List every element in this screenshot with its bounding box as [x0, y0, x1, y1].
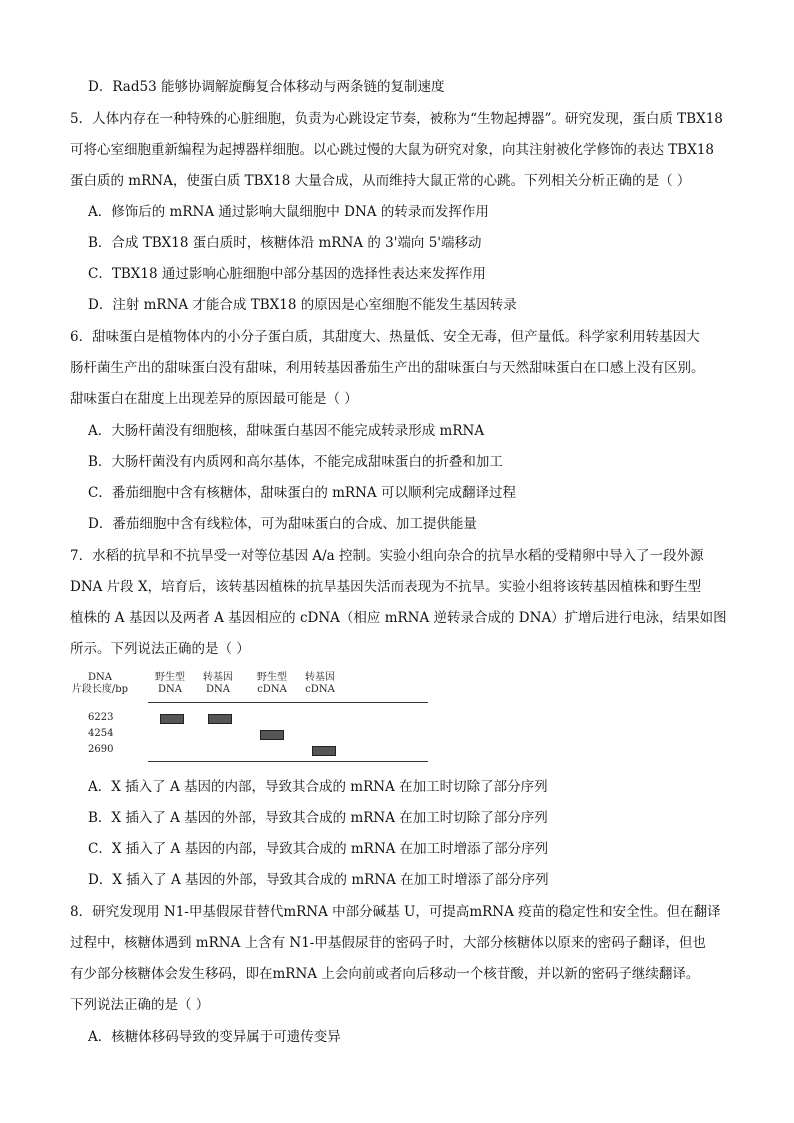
- q7-stem-line-3: 植株的 A 基因以及两者 A 基因相应的 cDNA（相应 mRNA 逆转录合成的 DNA）扩增后进行电泳，结果如图: [70, 610, 727, 626]
- lane-header-wild-cdna: [250, 672, 294, 696]
- q8-stem-line-1: 8．研究发现用 N1-甲基假尿苷替代mRNA 中部分碱基 U，可提高mRNA 疫苗的稳定性和安全性。但在翻译: [70, 904, 721, 920]
- gel-bottom-rule: [148, 761, 428, 762]
- q6-stem-line-3: 甜味蛋白在甜度上出现差异的原因最可能是（ ）: [70, 391, 358, 407]
- q6-option-a: A．大肠杆菌没有细胞核，甜味蛋白基因不能完成转录形成 mRNA: [88, 423, 485, 439]
- q5-option-c: C．TBX18 通过影响心脏细胞中部分基因的选择性表达来发挥作用: [88, 266, 486, 282]
- size-label-4254: 4254: [88, 728, 114, 739]
- lane-header-line-1: 野生型: [155, 672, 185, 683]
- q7-stem-line-4: 所示。下列说法正确的是（ ）: [70, 641, 250, 657]
- q6-stem-line-1: 6．甜味蛋白是植物体内的小分子蛋白质，其甜度大、热量低、安全无毒，但产量低。科学家利用转基因大: [70, 329, 700, 345]
- lane-header-line-2: DNA: [206, 684, 230, 695]
- q7-option-b: B．X 插入了 A 基因的外部，导致其合成的 mRNA 在加工时切除了部分序列: [88, 810, 548, 826]
- gel-axis-label: [70, 672, 130, 696]
- lane-header-line-1: 转基因: [305, 672, 335, 683]
- q8-option-a: A．核糖体移码导致的变异属于可遗传变异: [88, 1029, 341, 1045]
- gel-top-rule: [148, 702, 428, 703]
- q7-option-a: A．X 插入了 A 基因的内部，导致其合成的 mRNA 在加工时切除了部分序列: [88, 779, 548, 795]
- size-label-6223: 6223: [88, 712, 114, 723]
- lane-header-line-2: cDNA: [257, 684, 287, 695]
- q5-stem-line-1: 5．人体内存在一种特殊的心脏细胞，负责为心跳设定节奏，被称为“生物起搏器”。研究发现，蛋白质 TBX18: [70, 111, 723, 127]
- q5-stem-line-2: 可将心室细胞重新编程为起搏器样细胞。以心跳过慢的大鼠为研究对象，向其注射被化学修饰的表达 TBX18: [70, 142, 715, 158]
- q6-stem-line-2: 肠杆菌生产出的甜味蛋白没有甜味，利用转基因番茄生产出的甜味蛋白与天然甜味蛋白在口感上没有区别。: [70, 360, 705, 376]
- band-transgenic-cdna: [312, 746, 336, 756]
- electrophoresis-figure: [70, 668, 370, 768]
- q7-option-c: C．X 插入了 A 基因的内部，导致其合成的 mRNA 在加工时增添了部分序列: [88, 841, 549, 857]
- lane-header-line-2: DNA: [158, 684, 182, 695]
- band-wild-dna: [160, 714, 184, 724]
- q8-stem-line-3: 有少部分核糖体会发生移码，即在mRNA 上会向前或者向后移动一个核苷酸，并以新的密码子继续翻译。: [70, 966, 700, 982]
- lane-header-line-2: cDNA: [305, 684, 335, 695]
- lane-header-line-1: 转基因: [203, 672, 233, 683]
- gel-axis-label-line-1: DNA: [88, 672, 112, 683]
- q7-option-d: D．X 插入了 A 基因的外部，导致其合成的 mRNA 在加工时增添了部分序列: [88, 872, 549, 888]
- band-transgenic-dna: [208, 714, 232, 724]
- q5-option-b: B．合成 TBX18 蛋白质时，核糖体沿 mRNA 的 3'端向 5'端移动: [88, 235, 482, 251]
- q8-stem-line-2: 过程中，核糖体遇到 mRNA 上含有 N1-甲基假尿苷的密码子时，大部分核糖体以原来的密码子翻译，但也: [70, 935, 706, 951]
- q4-option-d: D．Rad53 能够协调解旋酶复合体移动与两条链的复制速度: [88, 79, 445, 95]
- q5-stem-line-3: 蛋白质的 mRNA，使蛋白质 TBX18 大量合成，从而维持大鼠正常的心跳。下列相关分析正确的是（ ）: [70, 173, 691, 189]
- q6-option-d: D．番茄细胞中含有线粒体，可为甜味蛋白的合成、加工提供能量: [88, 516, 477, 532]
- q6-option-b: B．大肠杆菌没有内质网和高尔基体，不能完成甜味蛋白的折叠和加工: [88, 454, 503, 470]
- lane-header-transgenic-cdna: [298, 672, 342, 696]
- q7-stem-line-2: DNA 片段 X，培育后，该转基因植株的抗旱基因失活而表现为不抗旱。实验小组将该转基因植株和野生型: [70, 579, 702, 595]
- gel-axis-label-line-2: 片段长度/bp: [71, 684, 129, 695]
- lane-header-line-1: 野生型: [257, 672, 287, 683]
- q5-option-a: A．修饰后的 mRNA 通过影响大鼠细胞中 DNA 的转录而发挥作用: [88, 204, 489, 220]
- lane-header-wild-dna: [148, 672, 192, 696]
- band-wild-cdna: [260, 730, 284, 740]
- lane-header-transgenic-dna: [196, 672, 240, 696]
- q5-option-d: D．注射 mRNA 才能合成 TBX18 的原因是心室细胞不能发生基因转录: [88, 297, 517, 313]
- q6-option-c: C．番茄细胞中含有核糖体，甜味蛋白的 mRNA 可以顺利完成翻译过程: [88, 485, 516, 501]
- size-label-2690: 2690: [88, 744, 114, 755]
- q7-stem-line-1: 7．水稻的抗旱和不抗旱受一对等位基因 A/a 控制。实验小组向杂合的抗旱水稻的受精卵中导入了一段外源: [70, 548, 704, 564]
- q8-stem-line-4: 下列说法正确的是（ ）: [70, 997, 210, 1013]
